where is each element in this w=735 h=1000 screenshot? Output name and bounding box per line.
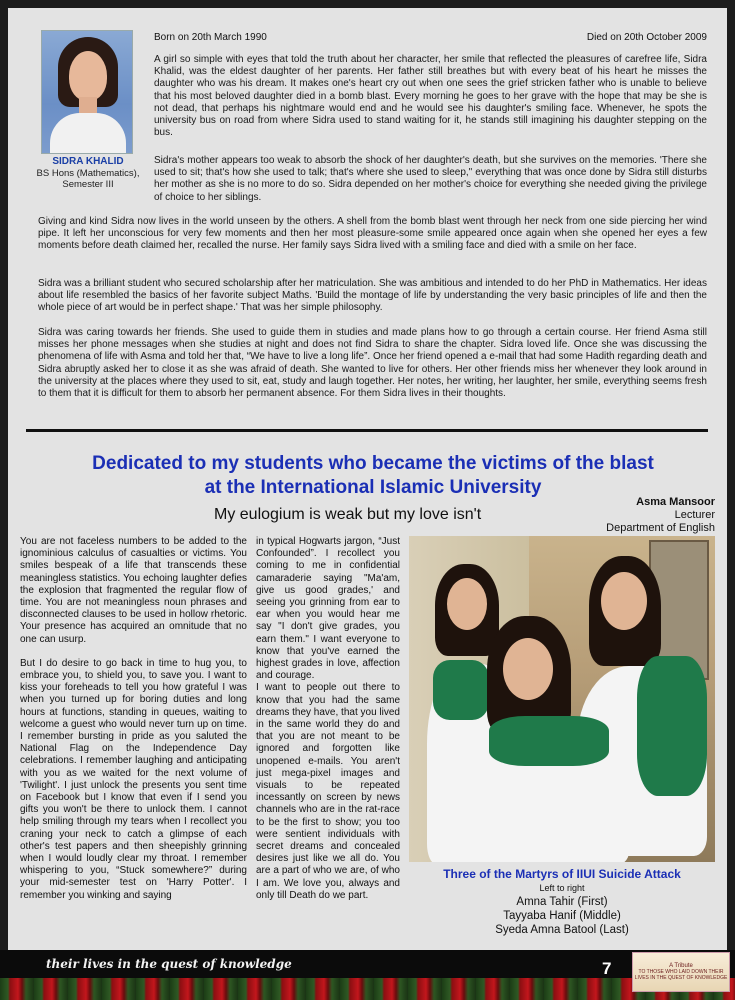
profile-semester: Semester III [62,179,114,190]
dedication-headline [38,452,708,500]
story-paragraph-4: Sidra was a brilliant student who secured scholarship after her matriculation. She was ambitious and intended to do her PhD in Mathematics. Her ideas about life resembled the basics of her favorite subject Maths. 'Build the montage of life by understanding the very basic principles of life and then the whole piece of art would be in perfect shape.' That was her simple philosophy. [38,278,707,314]
headline-line-2: at the International Islamic University [204,477,542,498]
author-name: Asma Mansoor [636,496,715,508]
author-title: Lecturer [674,509,715,521]
badge-title: A Tribute [669,963,693,969]
eulogy-column-1 [20,536,247,902]
badge-text: TO THOSE WHO LAID DOWN THEIR LIVES IN THE QUEST OF KNOWLEDGE [634,969,728,981]
martyrs-group-photo [409,536,715,862]
profile-program [22,168,154,190]
died-date: Died on 20th October 2009 [586,32,707,43]
story-paragraph-3: Giving and kind Sidra now lives in the world unseen by the others. A shell from the bomb blast went through her neck from one side piercing her wind pipe. It left her unconscious for very few moments and then her most pleasure-some smile appeared once again when she opened her eyes a few moments before death claimed her, recalled the nurse. Her family says Sidra lived with a smiling face and died with a smile on her face. [38,216,707,252]
author-department: Department of English [606,522,715,534]
roses-border [0,978,735,1000]
dedication-subhead: My eulogium is weak but my love isn't [214,506,482,523]
born-date: Born on 20th March 1990 [154,32,267,43]
profile-name: SIDRA KHALID [52,156,124,167]
eulogy-paragraph: But I do desire to go back in time to hug you, to embrace you, to shield you, to save you. I want to kiss your foreheads to tell you how grateful I was when you turned up for boring duties and long hours at functions, standing in queues, waiting to welcome a guest who would never turn up on time. I remember bursting in pride as you saluted the National Flag on the Independence Day celebrations. I remember laughing and anticipating with you as we waited for the next volume of 'Twilight'. I just unlock the presents you sent time on Facebook but I know that even if I send you gifts you won't be there to unlock them. I cannot help smiling through my tears when I recollect you craning your neck to catch a glimpse of each other's test papers and then sheepishly grinning when I would loudly clear my throat. I remember whispering to you, “Stuck somewhere?” during your mid-semester test on 'Harry Potter'. I remember you winking and saying [20,657,247,901]
page-number: 7 [602,959,612,978]
caption-order: Left to right [539,883,585,893]
magazine-page [8,8,727,950]
photo-caption [409,867,715,937]
headline-line-1: Dedicated to my students who became the victims of the blast [92,453,654,474]
caption-title: Three of the Martyrs of IIUI Suicide Attack [443,867,681,881]
tribute-badge [632,952,730,992]
section-divider [26,429,708,432]
eulogy-paragraph: I want to people out there to know that you had the same dreams they have, that you lived in the same world they do and that you are not meant to be ignored and forgotten like unopened e-mails. You aren't just mega-pixel images and visuals to be repeated incessantly on screen by news channels who are in the rat-race to be the first to show; you too were sentient individuals with secret dreams and concealed desires just like we all do. You are a part of who we are, of who I am. We love you, always and only till Death do we part. [256,682,400,901]
profile-program-line: BS Hons (Mathematics), [36,168,140,179]
story-paragraph-2: Sidra's mother appears too weak to absorb the shock of her daughter's death, but she survives on the memories. 'There she used to sit; that's how she used to talk; that's where she used to sleep," everything that was once done by Sidra still disturbs her mother as she is no more to do so. Sidra depended on her mother's choice for everything she needed giving the privilege of choice to her siblings. [154,155,707,203]
story-paragraph-1: A girl so simple with eyes that told the truth about her character, her smile that reflected the pleasures of carefree life, Sidra Khalid, was the eldest daughter of her parents. Her father still breathes but with every beat of his heart he misses the daughter who was his dream. It makes one's heart cry out when one sees the grief stricken father who is unable to believe that his most beloved daughter died in a bomb blast. Every morning he goes to her grave with the hope that may be she is not dead, that perhaps his nightmare would end and he would see his daughter's smiling face. Whenever, he spots the university bus on road from where Sidra used to stand waiting for it, he stands still imagining his daughter stepping on the bus. [154,54,707,139]
sidra-khalid-portrait [41,30,133,154]
page-footer [0,950,735,1000]
story-paragraph-5: Sidra was caring towards her friends. She used to guide them in studies and made plans how to go through a certain course. Her friend Asma still misses her phone messages when she studies at night and does not find Sidra to share the chapter. Sidra loved life. Once she was discussing the phenomena of life with Asma and told her that, “We have to live a long life”. Once her friend opened a e-mail that had some Hadith regarding death and Sidra abruptly asked her to close it as she was afraid of death. She wanted to live for others. Her other friends miss her whenever they look around in the university at the places where they used to sit, eat, study and laugh together. Her notes, her writing, her laughter, her smile, everything seems fresh to them that it is difficult for them to absorb her permanent absence. For them Sidra lives in their thoughts. [38,327,707,400]
caption-name: Amna Tahir (First) [516,896,608,908]
caption-names [409,895,715,937]
caption-name: Tayyaba Hanif (Middle) [503,910,621,922]
author-byline [606,496,715,535]
eulogy-paragraph: You are not faceless numbers to be added to the ignominious calculus of casualties or victims. You smiles bespeak of a life that transcends these meaningless statistics. You echoing laughter defies the explosion that fragmented the regular flow of time. You are not meaningless noun phrases and disconnected clauses to be used in hollow rhetoric. Your presence has acquired an omnitude that no one can usurp. [20,536,247,645]
caption-name: Syeda Amna Batool (Last) [495,924,629,936]
eulogy-paragraph: in typical Hogwarts jargon, “Just Confounded”. I recollect you coming to me in confidential camaraderie saying "Ma'am, give us good grades,' and seeing you grinning from ear to ear when you would hear me say "I don't give grades, you earn them." I want everyone to know that you've earned the highest grades in love, affection and courage. [256,536,400,682]
footer-tagline: their lives in the quest of knowledge [46,957,292,971]
eulogy-column-2 [256,536,400,902]
